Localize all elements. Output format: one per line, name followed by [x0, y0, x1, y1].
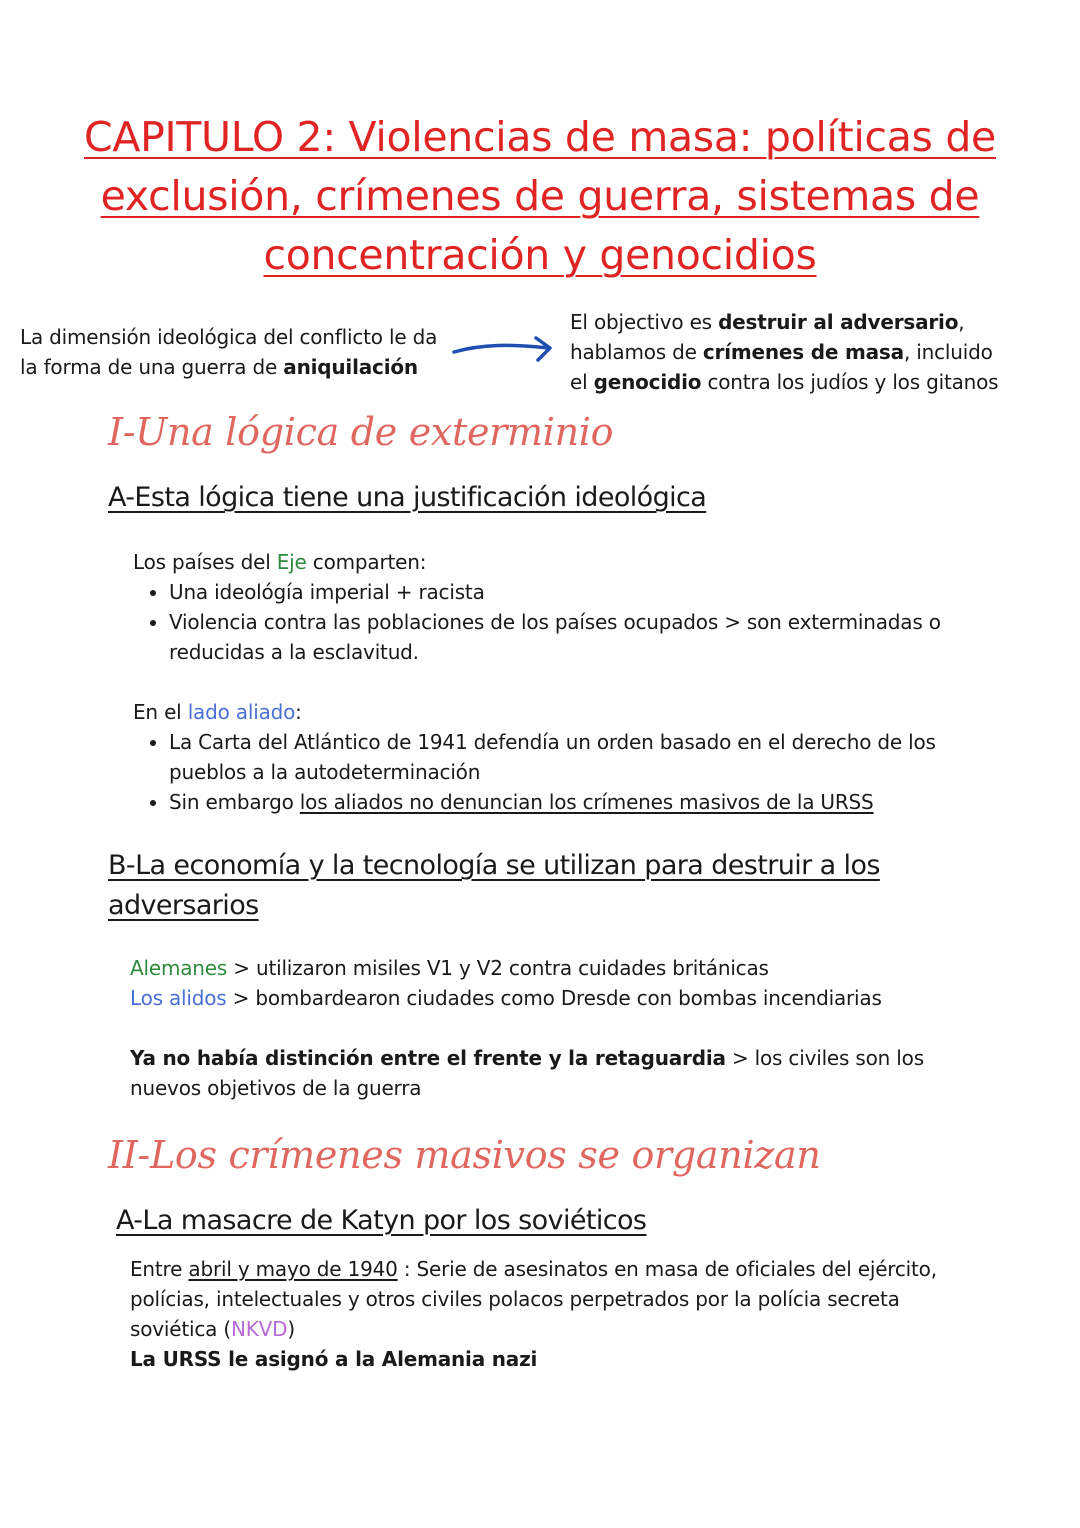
- line-text: polícias, intelectuales y otros civiles polacos perpetrados por la polícia secreta: [130, 1287, 900, 1311]
- eje-intro-text: Los países del: [133, 550, 277, 574]
- arrow-right-icon: [452, 334, 556, 364]
- section-2-heading: II-Los crímenes masivos se organizan: [108, 1133, 821, 1177]
- list-item-text: Sin embargo: [169, 790, 300, 814]
- bold-text: Ya no había distinción entre el frente y la retaguardia: [130, 1046, 726, 1070]
- intro-right-note: [570, 307, 1050, 397]
- section-1b-heading: [108, 846, 1008, 926]
- intro-right-text: hablamos de: [570, 340, 703, 364]
- title-line-2: exclusión, crímenes de guerra, sistemas de: [100, 172, 980, 220]
- line-text: soviética (: [130, 1317, 231, 1341]
- title-line-3: concentración y genocidios: [263, 231, 817, 279]
- line-text: > los civiles son los: [725, 1046, 924, 1070]
- list-item: • Una ideológía imperial + racista: [169, 577, 1013, 607]
- line-text: : Serie de asesinatos en masa de oficiales del ejército,: [397, 1257, 937, 1281]
- list-item: [169, 787, 1013, 817]
- line-text: > utilizaron misiles V1 y V2 contra cuidades británicas: [227, 956, 769, 980]
- underlined-text: los aliados no denuncian los crímenes masivos de la URSS: [299, 790, 874, 814]
- alemanes-highlight: Alemanes: [130, 956, 228, 980]
- nkvd-highlight: NKVD: [230, 1317, 288, 1341]
- intro-left-note: [20, 322, 460, 382]
- aliado-block: [133, 697, 1013, 817]
- intro-right-text: , incluido: [903, 340, 993, 364]
- intro-right-bold: destruir al adversario: [718, 310, 959, 334]
- aliados-highlight: Los alidos: [130, 986, 227, 1010]
- aliado-intro-text: En el: [133, 700, 188, 724]
- section-2a-heading: A-La masacre de Katyn por los soviéticos: [116, 1205, 647, 1236]
- intro-right-text: El objectivo es: [570, 310, 719, 334]
- intro-right-text: contra los judíos y los gitanos: [701, 370, 999, 394]
- eje-highlight: Eje: [276, 550, 307, 574]
- line-text: nuevos objetivos de la guerra: [130, 1076, 422, 1100]
- intro-left-bold: aniquilación: [283, 355, 418, 379]
- line-text: ): [287, 1317, 295, 1341]
- aliado-highlight: lado aliado: [187, 700, 296, 724]
- bold-text: La URSS le asignó a la Alemania nazi: [130, 1347, 538, 1371]
- section-1b-heading-line-1: B-La economía y la tecnología se utilizan para destruir a los: [108, 850, 880, 881]
- intro-right-bold: genocidio: [593, 370, 702, 394]
- section-2a-body: [130, 1254, 1040, 1374]
- eje-list: [133, 577, 1013, 667]
- title-line-1: CAPITULO 2: Violencias de masa: políticas de: [84, 113, 996, 161]
- intro-right-bold: crímenes de masa: [702, 340, 904, 364]
- intro-right-text: ,: [958, 310, 965, 334]
- aliado-list: [133, 727, 1013, 817]
- intro-left-line-1: La dimensión ideológica del conflicto le da: [20, 325, 438, 349]
- list-item: • Violencia contra las poblaciones de los países ocupados > son exterminadas o reducidas a la esclavitud.: [169, 607, 1013, 667]
- intro-right-text: el: [570, 370, 594, 394]
- section-1b-lines: [130, 953, 1030, 1013]
- intro-left-line-2: la forma de una guerra de: [20, 355, 284, 379]
- aliado-intro-text: :: [295, 700, 302, 724]
- line-text: Entre: [130, 1257, 189, 1281]
- section-1b-paragraph: [130, 1043, 1030, 1103]
- section-1-heading: I-Una lógica de exterminio: [108, 410, 614, 454]
- eje-block: [133, 547, 1013, 667]
- page-title: [60, 108, 1020, 285]
- eje-intro-text: comparten:: [306, 550, 427, 574]
- list-item: • La Carta del Atlántico de 1941 defendía un orden basado en el derecho de los pueblos a la autodeterminación: [169, 727, 1013, 787]
- section-1b-heading-line-2: adversarios: [108, 890, 259, 921]
- underlined-text: abril y mayo de 1940: [188, 1257, 398, 1281]
- section-1a-heading: A-Esta lógica tiene una justificación ideológica: [108, 482, 707, 513]
- line-text: > bombardearon ciudades como Dresde con bombas incendiarias: [226, 986, 882, 1010]
